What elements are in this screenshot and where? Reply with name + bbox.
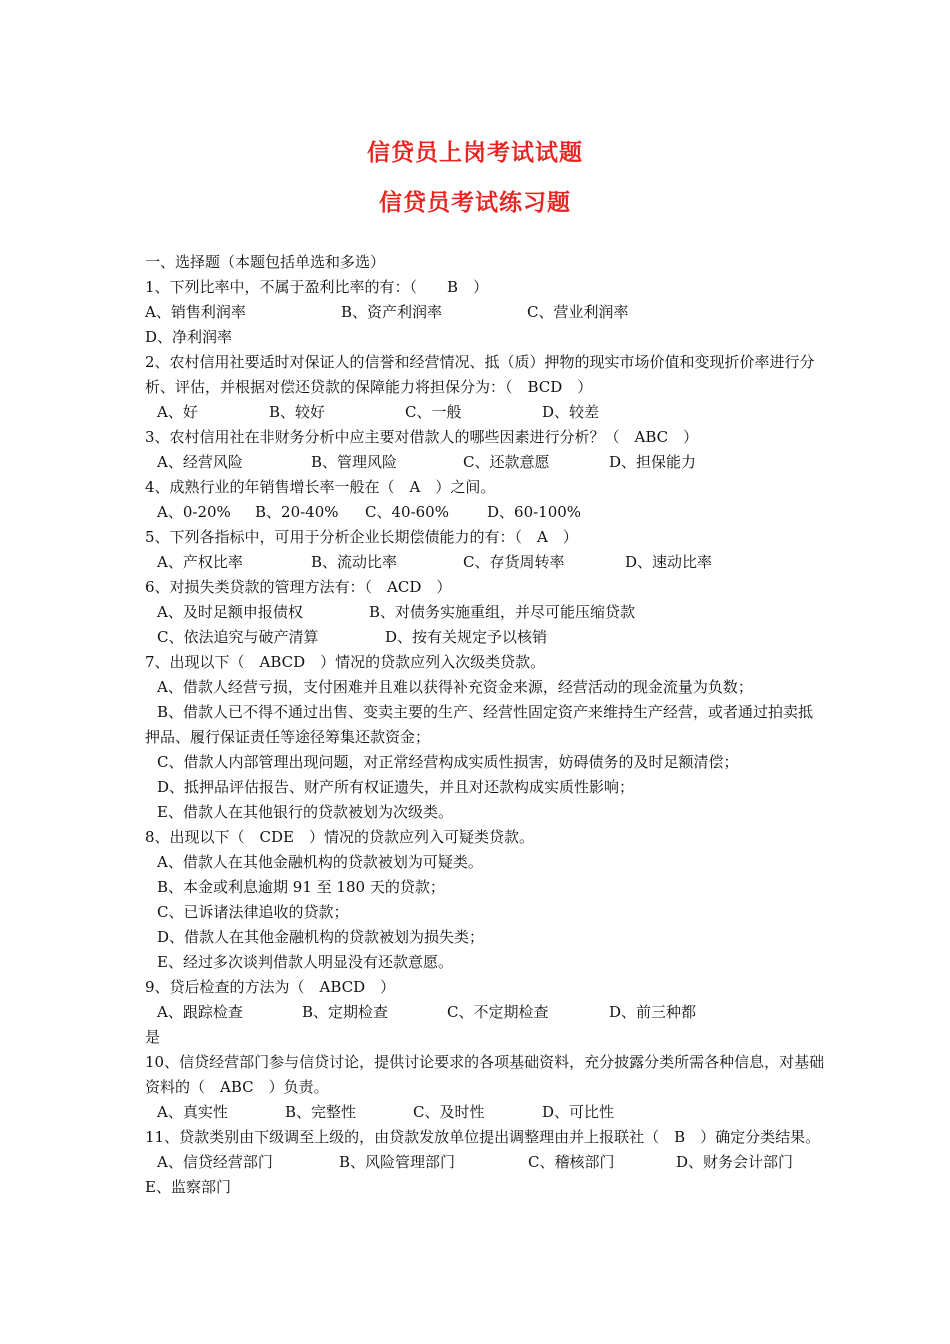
option: C、40-60% — [365, 503, 449, 521]
options-row — [145, 625, 825, 650]
option — [145, 700, 825, 750]
question-6: 6、对损失类贷款的管理方法有：（ ACD ） — [145, 578, 452, 596]
options-row — [145, 400, 825, 425]
option: D、财务会计部门 — [676, 1153, 794, 1171]
options-row — [145, 1000, 825, 1025]
option: C、稽核部门 — [528, 1153, 615, 1171]
option: B、完整性 — [285, 1103, 357, 1121]
option: D、担保能力 — [609, 453, 697, 471]
section-heading: 一、选择题（本题包括单选和多选） — [145, 253, 386, 271]
question-5: 5、下列各指标中，可用于分析企业长期偿债能力的有：（ A ） — [145, 528, 578, 546]
option: E、监察部门 — [145, 1178, 231, 1196]
option: A、经营风险 — [157, 453, 243, 471]
options-row — [145, 550, 825, 575]
option: C、还款意愿 — [463, 453, 550, 471]
option: C、借款人内部管理出现问题，对正常经营构成实质性损害，妨碍债务的及时足额清偿； — [157, 753, 739, 771]
option: B、风险管理部门 — [339, 1153, 456, 1171]
question-4: 4、成熟行业的年销售增长率一般在（ A ）之间。 — [145, 478, 496, 496]
option: C、不定期检查 — [447, 1003, 549, 1021]
option: E、借款人在其他银行的贷款被划为次级类。 — [157, 803, 453, 821]
option: E、经过多次谈判借款人明显没有还款意愿。 — [157, 953, 453, 971]
option: B、本金或利息逾期 91 至 180 天的贷款； — [157, 878, 445, 896]
question-10: 10、信贷经营部门参与信贷讨论，提供讨论要求的各项基础资料，充分披露分类所需各种信息，对基础资料的（ ABC ）负责。 — [145, 1053, 825, 1096]
option: A、真实性 — [157, 1103, 228, 1121]
option: D、借款人在其他金融机构的贷款被划为损失类； — [157, 928, 485, 946]
document-subtitle: 信贷员考试练习题 — [379, 189, 571, 216]
option: D、净利润率 — [145, 328, 233, 346]
question-8: 8、出现以下（ CDE ）情况的贷款应列入可疑类贷款。 — [145, 828, 534, 846]
option: C、已诉诸法律追收的贷款； — [157, 903, 349, 921]
option: C、及时性 — [413, 1103, 485, 1121]
option: C、依法追究与破产清算 — [157, 628, 319, 646]
option-continuation: 是 — [145, 1028, 161, 1046]
option-text: B、借款人已不得不通过出售、变卖主要的生产、经营性固定资产来维持生产经营，或者通过拍卖抵押品、履行保证责任等途径筹集还款资金； — [145, 703, 814, 746]
option: A、产权比率 — [157, 553, 243, 571]
option: D、60-100% — [487, 503, 582, 521]
option: C、营业利润率 — [527, 303, 629, 321]
question-body — [145, 250, 825, 1200]
option: D、较差 — [542, 403, 600, 421]
question-1: 1、下列比率中，不属于盈利比率的有：（ B ） — [145, 278, 489, 296]
option: B、较好 — [269, 403, 326, 421]
document-title: 信贷员上岗考试试题 — [367, 139, 583, 166]
option: A、借款人经营亏损，支付困难并且难以获得补充资金来源，经营活动的现金流量为负数； — [157, 678, 753, 696]
option: A、借款人在其他金融机构的贷款被划为可疑类。 — [157, 853, 483, 871]
option: C、存货周转率 — [463, 553, 565, 571]
option: D、可比性 — [542, 1103, 615, 1121]
option: C、一般 — [405, 403, 462, 421]
question-11: 11、贷款类别由下级调至上级的，由贷款发放单位提出调整理由并上报联社（ B ）确定分类结果。 — [145, 1128, 821, 1146]
question-7: 7、出现以下（ ABCD ）情况的贷款应列入次级类贷款。 — [145, 653, 546, 671]
options-row — [145, 1150, 825, 1175]
question-2: 2、农村信用社要适时对保证人的信誉和经营情况、抵（质）押物的现实市场价值和变现折价率进行分析、评估，并根据对偿还贷款的保障能力将担保分为：（ BCD ） — [145, 353, 815, 396]
option: B、流动比率 — [311, 553, 398, 571]
option: D、按有关规定予以核销 — [385, 628, 548, 646]
option: A、销售利润率 — [145, 303, 246, 321]
option: D、抵押品评估报告、财产所有权证遗失，并且对还款构成实质性影响； — [157, 778, 635, 796]
question-3: 3、农村信用社在非财务分析中应主要对借款人的哪些因素进行分析？（ ABC ） — [145, 428, 699, 446]
option: A、0-20% — [157, 503, 231, 521]
option: A、跟踪检查 — [157, 1003, 243, 1021]
option: B、资产利润率 — [341, 303, 443, 321]
option: B、对债务实施重组，并尽可能压缩贷款 — [369, 603, 636, 621]
options-row — [145, 1100, 825, 1125]
option: D、前三种都 — [609, 1003, 697, 1021]
options-row — [145, 500, 825, 525]
option: B、定期检查 — [302, 1003, 389, 1021]
options-row — [145, 600, 825, 625]
option: A、信贷经营部门 — [157, 1153, 273, 1171]
option: D、速动比率 — [625, 553, 713, 571]
option: B、管理风险 — [311, 453, 398, 471]
options-row — [145, 300, 825, 325]
question-9: 9、贷后检查的方法为（ ABCD ） — [145, 978, 396, 996]
options-row — [145, 450, 825, 475]
option: A、及时足额申报债权 — [157, 603, 303, 621]
option: B、20-40% — [255, 503, 339, 521]
option: A、好 — [157, 403, 198, 421]
